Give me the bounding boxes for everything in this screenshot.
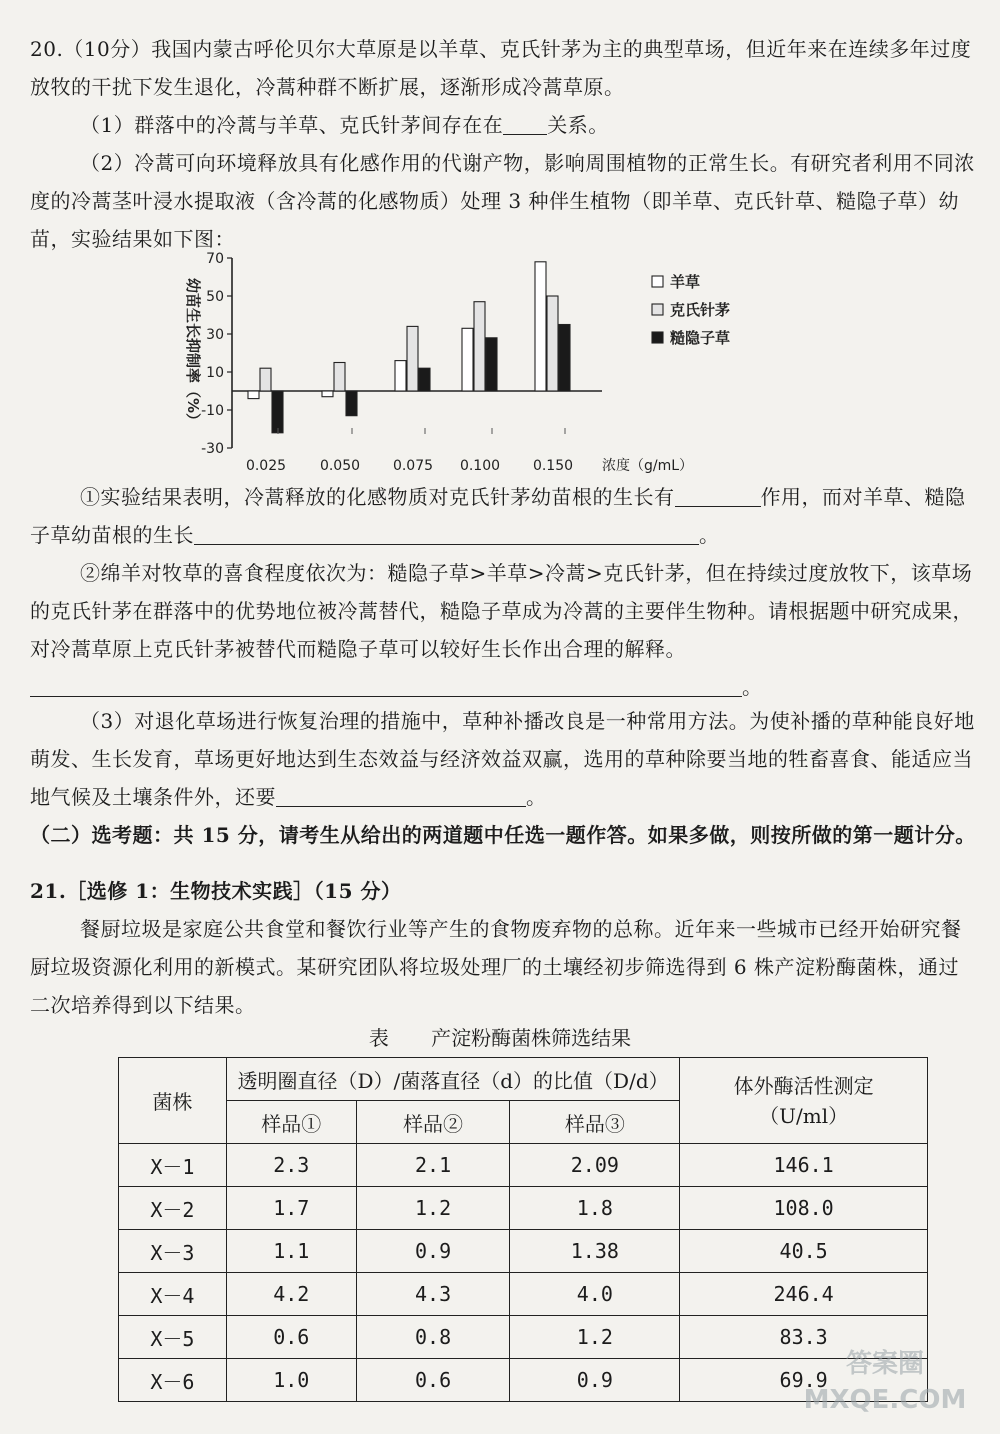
- q20-part2: （2）冷蒿可向环境释放具有化感作用的代谢产物，影响周围植物的正常生长。有研究者利用不同浓度的冷蒿茎叶浸水提取液（含冷蒿的化感物质）处理 3 种伴生植物（即羊草、克氏针草、糙隐子草）幼苗，实验结果如下图：: [30, 151, 975, 251]
- cell-sample-1: 2.3: [226, 1144, 356, 1187]
- table-header-row-1: [119, 1058, 928, 1101]
- bar-羊草: [395, 361, 406, 391]
- q20-sub1-mid: 作用，而对羊草、糙隐子草幼苗根的生长: [30, 485, 966, 547]
- cell-strain: X－1: [119, 1144, 227, 1187]
- cell-sample-1: 1.7: [226, 1187, 356, 1230]
- cell-sample-2: 1.2: [356, 1187, 510, 1230]
- cell-activity: 146.1: [680, 1144, 928, 1187]
- y-tick-label: -10: [201, 403, 224, 419]
- answer-blank-3[interactable]: [194, 522, 699, 545]
- x-tick-label: 0.075: [392, 458, 434, 474]
- answer-blank-4[interactable]: [30, 674, 742, 697]
- table-caption: [0, 1022, 1000, 1051]
- q20-sub1-end: 。: [699, 523, 720, 547]
- bar-糙隐子草: [419, 368, 430, 391]
- header-activity-line1: 体外酶活性测定: [733, 1073, 874, 1098]
- table-row: [119, 1144, 928, 1187]
- x-tick-label: 0.100: [459, 458, 501, 474]
- cell-strain: X－5: [119, 1316, 227, 1359]
- y-axis-label: 幼苗生长抑制率（%）: [184, 277, 202, 429]
- y-tick-label: 50: [206, 289, 224, 305]
- legend-label: 羊草: [670, 273, 701, 291]
- bar-羊草: [535, 262, 546, 391]
- header-ratio: 透明圈直径（D）/菌落直径（d）的比值（D/d）: [226, 1058, 679, 1101]
- cell-activity: 69.9: [680, 1359, 928, 1402]
- cell-sample-2: 4.3: [356, 1273, 510, 1316]
- legend-swatch: [652, 276, 663, 287]
- q20-sub2-end: 。: [742, 675, 763, 699]
- q20-part1: [80, 106, 978, 144]
- legend-label: 糙隐子草: [670, 329, 731, 347]
- x-tick-label: 0.050: [319, 458, 361, 474]
- header-sample-2: 样品②: [356, 1101, 510, 1144]
- bar-羊草: [462, 328, 473, 391]
- q20-intro: 20.（10分）我国内蒙古呼伦贝尔大草原是以羊草、克氏针茅为主的典型草场，但近年来在连续多年过度放牧的干扰下发生退化，冷蒿种群不断扩展，逐渐形成冷蒿草原。: [30, 37, 972, 99]
- bar-羊草: [248, 391, 259, 399]
- bar-克氏针茅: [547, 296, 558, 391]
- answer-blank-1[interactable]: [503, 112, 547, 135]
- cell-activity: 83.3: [680, 1316, 928, 1359]
- cell-sample-2: 0.6: [356, 1359, 510, 1402]
- cell-sample-2: 0.9: [356, 1230, 510, 1273]
- cell-sample-1: 1.1: [226, 1230, 356, 1273]
- header-sample-3: 样品③: [510, 1101, 680, 1144]
- table-row: [119, 1230, 928, 1273]
- bar-糙隐子草: [486, 338, 497, 391]
- cell-sample-2: 0.8: [356, 1316, 510, 1359]
- cell-sample-1: 1.0: [226, 1359, 356, 1402]
- bar-羊草: [322, 391, 333, 397]
- table-row: [119, 1273, 928, 1316]
- q21-body: 餐厨垃圾是家庭公共食堂和餐饮行业等产生的食物废弃物的总称。近年来一些城市已经开始研究餐厨垃圾资源化利用的新模式。某研究团队将垃圾处理厂的土壤经初步筛选得到 6 株产淀粉酶菌株，通过二次培养得到以下结果。: [30, 917, 962, 1017]
- y-tick-label: 30: [206, 327, 224, 343]
- y-tick-label: 10: [206, 365, 224, 381]
- y-tick-label: -30: [201, 441, 224, 457]
- y-tick-label: 70: [206, 251, 224, 267]
- inhibition-bar-chart: [170, 248, 770, 483]
- bar-克氏针茅: [334, 363, 345, 392]
- bar-克氏针茅: [407, 326, 418, 391]
- watermark-line2: MXQE.COM: [803, 1385, 967, 1415]
- cell-sample-2: 2.1: [356, 1144, 510, 1187]
- table-caption-label: 表: [368, 1026, 389, 1050]
- bar-糙隐子草: [272, 391, 283, 433]
- bar-克氏针茅: [474, 302, 485, 391]
- cell-activity: 246.4: [680, 1273, 928, 1316]
- q20-sub1-text: ①实验结果表明，冷蒿释放的化感物质对克氏针茅幼苗根的生长有: [80, 485, 675, 509]
- q20-part3: [30, 702, 978, 816]
- cell-strain: X－2: [119, 1187, 227, 1230]
- header-activity-line2: （U/ml）: [759, 1103, 849, 1128]
- x-axis-label: 浓度（g/mL）: [602, 458, 694, 474]
- watermark-line1: 答案圈: [845, 1349, 924, 1379]
- legend-label: 克氏针茅: [670, 301, 731, 319]
- header-strain: 菌株: [119, 1058, 227, 1144]
- cell-strain: X－6: [119, 1359, 227, 1402]
- table-caption-title: 产淀粉酶菌株筛选结果: [431, 1026, 632, 1050]
- cell-activity: 108.0: [680, 1187, 928, 1230]
- bar-克氏针茅: [260, 368, 271, 391]
- q20-part3-text: （3）对退化草场进行恢复治理的措施中，草种补播改良是一种常用方法。为使补播的草种能良好地萌发、生长发育，草场更好地达到生态效益与经济效益双赢，选用的草种除要当地的牲畜喜食、能适应当地气候及土壤条件外，还要: [30, 709, 975, 809]
- cell-sample-1: 4.2: [226, 1273, 356, 1316]
- answer-blank-2[interactable]: [675, 484, 761, 507]
- cell-sample-3: 0.9: [510, 1359, 680, 1402]
- cell-sample-3: 1.8: [510, 1187, 680, 1230]
- bar-糙隐子草: [346, 391, 357, 416]
- q20-sub2-text: ②绵羊对牧草的喜食程度依次为：糙隐子草>羊草>冷蒿>克氏针茅，但在持续过度放牧下，该草场的克氏针茅在群落中的优势地位被冷蒿替代，糙隐子草成为冷蒿的主要伴生物种。请根据题中研究成果，对冷蒿草原上克氏针茅被替代而糙隐子草可以较好生长作出合理的解释。: [30, 561, 973, 661]
- q20-sub1: [30, 478, 978, 554]
- header-activity: [680, 1058, 928, 1144]
- cell-sample-1: 0.6: [226, 1316, 356, 1359]
- q20-sub2: [30, 554, 978, 706]
- table-row: [119, 1187, 928, 1230]
- header-sample-1: 样品①: [226, 1101, 356, 1144]
- cell-sample-3: 1.2: [510, 1316, 680, 1359]
- cell-activity: 40.5: [680, 1230, 928, 1273]
- q21-title: 21.［选修 1：生物技术实践］（15 分）: [30, 879, 402, 903]
- cell-strain: X－3: [119, 1230, 227, 1273]
- legend-swatch: [652, 304, 663, 315]
- bar-糙隐子草: [559, 325, 570, 392]
- x-tick-label: 0.025: [245, 458, 287, 474]
- x-tick-label: 0.150: [532, 458, 574, 474]
- cell-sample-3: 4.0: [510, 1273, 680, 1316]
- cell-sample-3: 1.38: [510, 1230, 680, 1273]
- answer-blank-5[interactable]: [276, 784, 526, 807]
- q20-part3-end: 。: [526, 785, 547, 809]
- site-watermark: [790, 1346, 980, 1426]
- cell-strain: X－4: [119, 1273, 227, 1316]
- q20-part1-tail: 关系。: [547, 113, 609, 137]
- legend-swatch: [652, 332, 663, 343]
- cell-sample-3: 2.09: [510, 1144, 680, 1187]
- q20-part1-text: （1）群落中的冷蒿与羊草、克氏针茅间存在在: [80, 113, 504, 137]
- section2-heading: （二）选考题：共 15 分，请考生从给出的两道题中任选一题作答。如果多做，则按所做的第一题计分。: [30, 823, 976, 847]
